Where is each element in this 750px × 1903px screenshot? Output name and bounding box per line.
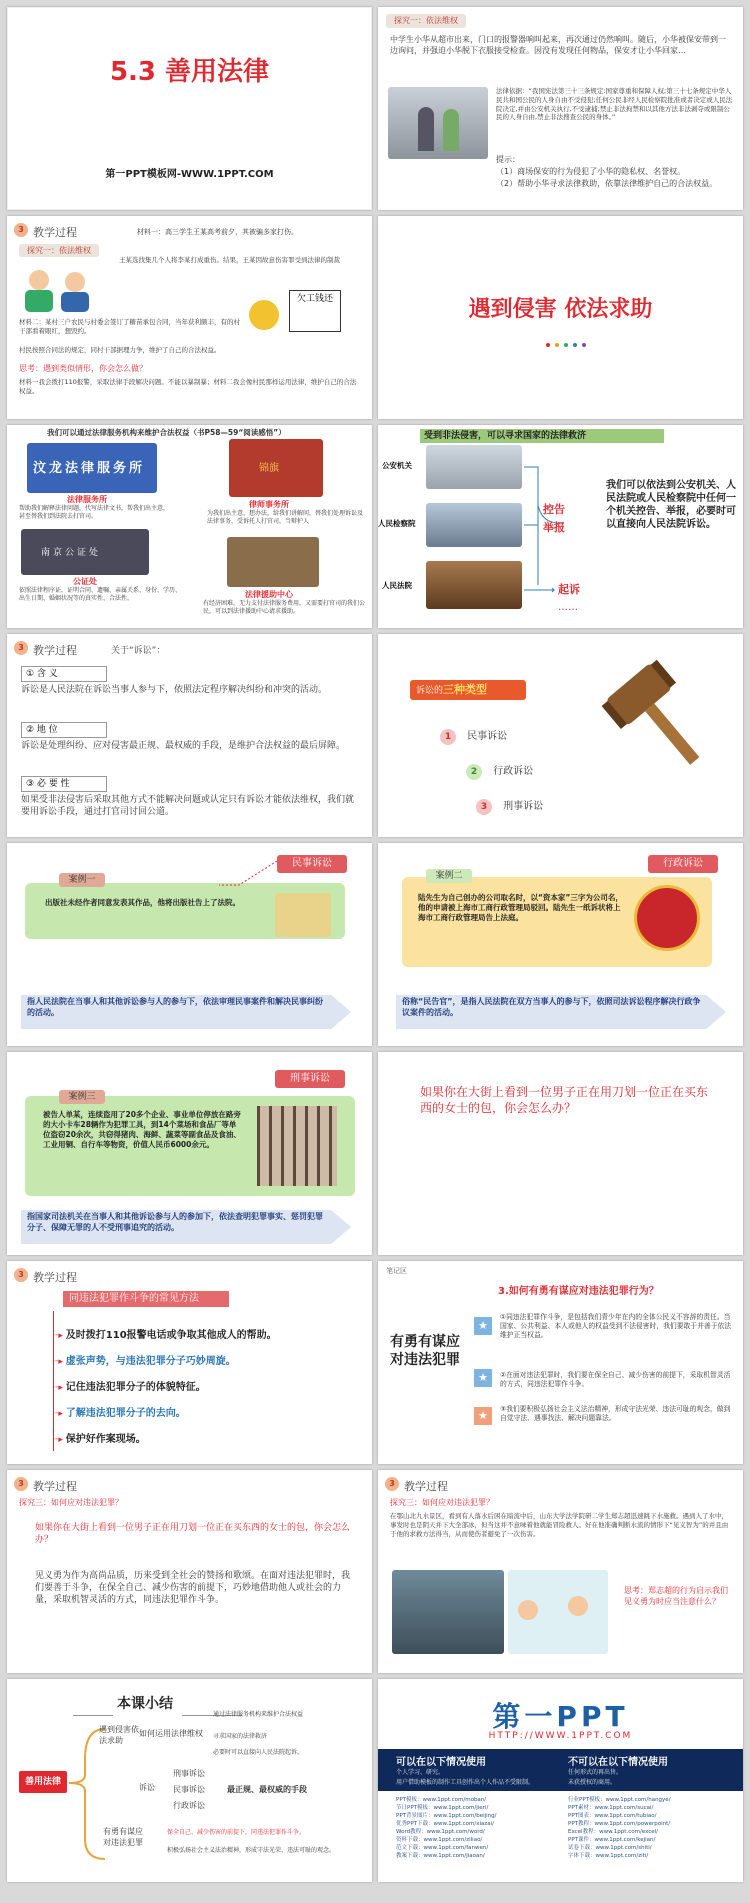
- link[interactable]: Excel教程：www.1ppt.com/excel/: [568, 1828, 659, 1835]
- remedy-summary: 我们可以依法到公安机关、人民法院或人民检察院中任何一个机关控告、举报，必要时可以直接向人民法院诉讼。: [606, 480, 736, 530]
- type-item-1[interactable]: [440, 724, 507, 745]
- branch-2: 有勇有谋应对违法犯罪: [103, 1827, 143, 1847]
- summary-title: 本课小结: [117, 1696, 173, 1712]
- star-icon-1: ★: [474, 1317, 492, 1335]
- type-criminal: 刑事诉讼: [173, 1769, 205, 1778]
- national-emblem-icon: [634, 885, 700, 951]
- notary-photo: [21, 529, 149, 575]
- slide-subheading: 关于“诉讼”：: [111, 646, 166, 656]
- heading-meaning: ① 含 义: [21, 666, 107, 682]
- branch-1a: 如何运用法律维权: [139, 1729, 203, 1738]
- notes-label: 笔记区: [386, 1267, 407, 1275]
- link[interactable]: PPT图表：www.1ppt.com/tubiao/: [568, 1812, 657, 1819]
- think-question: 思考：郑志超的行为启示我们见义勇为时应当注意什么？: [624, 1586, 728, 1606]
- courage-point-1: ①同违法犯罪作斗争，是包括我们青少年在内的全体公民义不容辞的责任。当国家、公共利益、本人或他人的权益受到不法侵害时，我们要敢于并善于依法维护正当权益。: [500, 1313, 732, 1340]
- slide-heading: 教学过程: [33, 1480, 77, 1493]
- think-question: 思考：遇到类似情形，你会怎么做？: [19, 364, 147, 373]
- slide-case-privacy[interactable]: [378, 7, 743, 210]
- link-list-left: [396, 1797, 497, 1861]
- case-text: 被告人单某，连续盗用了20多个企业、事业单位停放在路旁的大小卡车28辆作为犯罪工具，到14个菜场和食品厂等单位盗窃20余次，共窃得猪肉、海鲜、蔬菜等副食品及食油、工业用铜、自行车等物资，价值人民币6000余元。: [43, 1110, 241, 1150]
- types-banner: [410, 680, 526, 700]
- necessity-text: 如果受非法侵害后采取其他方式不能解决问题或认定只有诉讼才能依法维权，我们就要用诉讼手段，通过打官司讨回公道。: [21, 795, 355, 818]
- slide-question[interactable]: [378, 1052, 743, 1255]
- link[interactable]: 行业PPT模板：www.1ppt.com/hangye/: [568, 1797, 671, 1803]
- method-item-5: ┈▸ 保护好作案现场。: [53, 1434, 146, 1445]
- pennant-label: 锦旗: [259, 463, 279, 474]
- story-text: 中学生小华从超市出来，门口的报警器响叫起来，再次通过仍然响叫。随后，小华被保安带到一边询问，并强迫小华脱下衣服接受检查。因没有发现任何物品，保安才让小华回家…: [390, 35, 726, 55]
- meaning-text: 诉讼是人民法院在诉讼当事人参与下，依照法定程序解决纠纷和冲突的活动。: [21, 685, 328, 695]
- branch-1a-r3: 必要时可以直接向人民法院起诉。: [213, 1749, 304, 1756]
- slide-title[interactable]: [7, 7, 372, 210]
- gavel-icon: [588, 654, 718, 784]
- sue-label: 起诉: [558, 583, 580, 596]
- case-text: 陆先生为自己创办的公司取名时，以“资本家”三字为公司名，他的申请被上海市工商行政管理局驳回。陆先生一纸诉状将上海市工商行政管理局告上法庭。: [418, 893, 623, 923]
- type-label: 民事诉讼: [467, 731, 508, 742]
- remedy-header: 受到非法侵害，可以寻求国家的法律救济: [420, 429, 664, 443]
- cannot-use-item-1: 任何形式的再出售。: [568, 1769, 623, 1776]
- aid-desc: 有经济困难，无力支付法律服务费用，又需要打官司的我们公民，可以到法律援助中心请求援助。: [203, 600, 366, 616]
- tips-label: 提示：: [496, 155, 520, 164]
- section-badge: 3: [14, 1477, 28, 1491]
- status-text: 诉讼是处理纠纷、应对侵害最正规、最权威的手段，是维护合法权益的最后屏障。: [21, 741, 346, 751]
- type-label: 刑事诉讼: [503, 801, 544, 812]
- inquiry-question: 如果你在大街上看到一位男子正在用刀划一位正在买东西的女士的包，你会怎么办？: [35, 1523, 351, 1546]
- method-text: 记住违法犯罪分子的体貌特征。: [65, 1382, 206, 1393]
- link[interactable]: PPT课件：www.1ppt.com/kejian/: [568, 1836, 656, 1843]
- link[interactable]: 节日PPT模板：www.1ppt.com/jieri/: [396, 1804, 489, 1811]
- type-label: 刑事诉讼: [275, 1070, 345, 1088]
- section-badge: 3: [385, 1477, 399, 1491]
- slide-case-civil[interactable]: [7, 843, 372, 1046]
- slide-inquiry-3a[interactable]: [7, 1470, 372, 1673]
- slide-section-title[interactable]: [378, 216, 743, 419]
- brand-url[interactable]: HTTP://WWW.1PPT.COM: [488, 1731, 633, 1741]
- method-text: 虚张声势，与违法犯罪分子巧妙周旋。: [65, 1356, 236, 1367]
- section-badge: 3: [14, 641, 28, 655]
- slide-litigation-types[interactable]: [378, 634, 743, 837]
- type-number: 1: [440, 729, 456, 745]
- rescue-story: 在鄂山北九水景区，看到有人落水后困在暗流中后，山东大学法学院研二学生郑志超迅速跳下水施救。遇到人了水中，事发时也是阴天并下大全部冰，但当这并不意味着他就能冒险救人。好在他准确判断水流的情形下“见义智为”的并且由于他的求救方法得当，从而使伤者避免了一次伤害。: [390, 1512, 729, 1538]
- brand-logo: 第一PPT: [492, 1700, 629, 1733]
- branch-2-r2: 积极弘扬社会主义法治精神，形成守法光荣、违法可耻的观念。: [167, 1847, 336, 1854]
- definition-text: 指国家司法机关在当事人和其他诉讼参与人的参加下，依法查明犯罪事实、惩罚犯罪分子、保障无罪的人不受刑事追究的活动。: [27, 1212, 323, 1232]
- branch-1: 遇到侵害依法求助: [99, 1725, 139, 1745]
- branch-1b: 诉讼: [139, 1783, 155, 1792]
- accuse-label: 控告: [543, 503, 565, 516]
- inquiry-tag: 探究三：如何应对违法犯罪？: [390, 1498, 494, 1507]
- link[interactable]: Word教程：www.1ppt.com/word/: [396, 1828, 485, 1835]
- link-list-right: [568, 1797, 671, 1861]
- can-use-item-2: 用户借助模板的制作工具创作出个人作品不受限制。: [396, 1779, 535, 1786]
- type-label: 行政诉讼: [493, 766, 534, 777]
- question-text: 如果你在大街上看到一位男子正在用刀划一位正在买东西的女士的包，你会怎么办？: [420, 1085, 709, 1116]
- case-label: 案例三: [59, 1090, 105, 1104]
- slide-materials[interactable]: [7, 216, 372, 419]
- connector-line: [219, 855, 279, 895]
- types-note: 最正规、最权威的手段: [227, 1785, 307, 1794]
- type-label: 行政诉讼: [648, 855, 718, 873]
- definition-text: 俗称“民告官”，是指人民法院在双方当事人的参与下，依照司法诉讼程序解决行政争议案件的活动。: [402, 997, 701, 1017]
- law-firm-desc: 帮助我们解释法律问题，代写法律文书，帮我们出主意，甚至替我们到法院去打官司。: [19, 505, 170, 521]
- type-item-3[interactable]: [476, 794, 543, 815]
- section-badge: 3: [14, 223, 28, 237]
- report-label: 举报: [543, 521, 565, 534]
- material-2-result: 村民按照合同法的规定，同村干部据理力争，维护了自己的合法权益。: [19, 346, 221, 354]
- link[interactable]: PPT教程：www.1ppt.com/powerpoint/: [568, 1820, 671, 1827]
- lawyer-photo: [229, 439, 323, 497]
- aid-title: 法律援助中心: [245, 590, 293, 599]
- cartoon-illustration: [508, 1570, 608, 1654]
- case-label: 案例二: [426, 869, 472, 883]
- law-firm-title: 法律服务所: [67, 495, 107, 504]
- law-basis: 法律依据：“我国宪法第三十三条规定:国家尊重和保障人权;第三十七条规定中华人民共和国公民的人身自由不受侵犯;任何公民非经人民检察院批准或者决定或人民法院决定,并由公安机关执行,不受逮捕;禁止非法拘禁和以其他方法非法剥夺或限制公民的人身自由,禁止非法搜查公民的身体。”: [496, 87, 733, 122]
- method-item-2: ┈▸ 虚张声势，与违法犯罪分子巧妙周旋。: [53, 1356, 236, 1367]
- rescue-photo: [392, 1570, 504, 1654]
- law-firm-banner: 汶龙法律服务所: [33, 461, 146, 476]
- think-answer: 材料一我会拨打110报警，采取法律手段解决问题。不能以暴制暴；材料二我会像村民那样运用法律，维护自己的合法权益。: [19, 378, 357, 395]
- type-civil: 民事诉讼: [173, 1785, 205, 1794]
- side-title: 有勇有谋应对违法犯罪: [390, 1334, 460, 1369]
- label-police: 公安机关: [382, 461, 412, 470]
- slide-inquiry-3b[interactable]: [378, 1470, 743, 1673]
- tip-2: （2）帮助小华寻求法律救助，依靠法律维护自己的合法权益。: [496, 179, 718, 188]
- cannot-use-title: 不可以在以下情况使用: [568, 1757, 668, 1768]
- slide-methods[interactable]: [7, 1261, 372, 1464]
- court-photo: [426, 561, 522, 609]
- decor-dots: [546, 332, 586, 351]
- type-item-2[interactable]: [466, 759, 533, 780]
- slide-litigation[interactable]: [7, 634, 372, 837]
- slide-state-remedy[interactable]: [378, 425, 743, 628]
- star-icon-2: ★: [474, 1369, 492, 1387]
- slide-heading: 教学过程: [33, 1271, 77, 1284]
- cannot-use-item-2: 未获授权的商用。: [568, 1779, 617, 1786]
- slide-legal-services[interactable]: [7, 425, 372, 628]
- types-banner-a: 诉讼的: [416, 686, 444, 696]
- topic-tag: 探究一：依法维权: [19, 244, 99, 257]
- slide-title-text: 5.3 善用法律: [109, 57, 270, 87]
- section-title: 遇到侵害 依法求助: [468, 297, 653, 322]
- star-icon-3: ★: [474, 1407, 492, 1425]
- label-procuratorate: 人民检察院: [378, 519, 416, 528]
- method-item-3: ┈▸ 记住违法犯罪分子的体貌特征。: [53, 1382, 206, 1393]
- slide-credits[interactable]: [378, 1679, 743, 1882]
- type-number: 2: [466, 764, 482, 780]
- material-1: 材料一：高三学生王某高考前夕，其被骗多家打伤。: [137, 228, 298, 236]
- slide-case-admin[interactable]: [378, 843, 743, 1046]
- mall-photo: [388, 87, 488, 159]
- method-text: 了解违法犯罪分子的去向。: [65, 1408, 186, 1419]
- courage-question: 3.如何有勇有谋应对违法犯罪行为？: [498, 1286, 659, 1297]
- slide-case-criminal[interactable]: [7, 1052, 372, 1255]
- slide-courage[interactable]: [378, 1261, 743, 1464]
- types-banner-b: 三种类型: [443, 683, 488, 696]
- type-admin: 行政诉讼: [173, 1801, 205, 1810]
- type-number: 3: [476, 799, 492, 815]
- inquiry-answer: 见义勇为作为高尚品质，历来受到全社会的赞扬和歌颂。在面对违法犯罪时，我们要善于斗争，在保全自己、减少伤害的前提下，巧妙地借助他人或社会的力量，采取机智灵活的方式，同违法犯罪作斗争。: [35, 1571, 351, 1606]
- more-dots: ……: [558, 602, 578, 613]
- label-court: 人民法院: [382, 581, 412, 590]
- link[interactable]: 试卷下载：www.1ppt.com/shiti/: [568, 1844, 652, 1851]
- link[interactable]: 资料下载：www.1ppt.com/ziliao/: [396, 1836, 483, 1843]
- method-text: 保护好作案现场。: [65, 1434, 146, 1445]
- police-photo: [426, 445, 522, 489]
- link[interactable]: 字体下载：www.1ppt.com/ziti/: [568, 1852, 649, 1859]
- notary-sign: 南京公证处: [41, 548, 102, 558]
- branch-2-r1: 保全自己、减少伤害的前提下，同违法犯罪作斗争。: [167, 1829, 306, 1836]
- type-label: 民事诉讼: [277, 855, 347, 873]
- site-watermark: 第一PPT模板网-WWW.1PPT.COM: [105, 169, 274, 180]
- slide-summary[interactable]: [7, 1679, 372, 1882]
- method-item-4: ┈▸ 了解违法犯罪分子的去向。: [53, 1408, 186, 1419]
- material-1-result: 王某选找集几个人将李某打成重伤。结果，王某因故意伤害罪受到法律的制裁: [119, 256, 340, 264]
- lawyer-title: 律师事务所: [249, 500, 289, 509]
- section-badge: 3: [14, 1268, 28, 1282]
- notary-desc: 依照法律程序证，证明合同、遗嘱、亲属关系、身份、学历、出生日期、婚姻状况等的真实性、合法性。: [19, 587, 182, 603]
- book-illustration: [275, 893, 331, 937]
- link[interactable]: 优秀PPT下载：www.1ppt.com/xiazai/: [396, 1820, 495, 1827]
- method-item-1: ┈▸ 及时拨打110报警电话或争取其他成人的帮助。: [53, 1330, 277, 1341]
- chase-cartoon: [21, 264, 101, 316]
- topic-tag: 探究一：依法维权: [386, 14, 466, 28]
- law-firm-photo: [27, 443, 157, 493]
- material-2: 材料二：某村三户农民与村委会签订了糖苗承包合同，当年获利颇丰，有的村干部看着眼红，想毁约。: [19, 318, 240, 335]
- lawyer-desc: 为我们出主意、想办法，给我们讲解问，替我们处理诉讼及法律事务，受诉托人打官司，当辩护人: [207, 510, 364, 526]
- slide-heading: 教学过程: [33, 644, 77, 657]
- methods-banner: 同违法犯罪作斗争的常见方法: [63, 1291, 229, 1307]
- method-text: 及时拨打110报警电话或争取其他成人的帮助。: [65, 1330, 277, 1341]
- case-label: 案例一: [59, 873, 105, 887]
- tip-1: （1）商场保安的行为侵犯了小华的隐私权、名誉权。: [496, 167, 686, 176]
- heading-necessity: ③ 必 要 性: [21, 776, 107, 792]
- notary-title: 公证处: [73, 577, 97, 586]
- sign-text: 欠工钱还: [289, 290, 341, 332]
- branch-1a-r1: 通过法律服务机构来维护合法权益: [213, 1711, 304, 1718]
- slide-heading: 教学过程: [33, 226, 77, 239]
- root-node: 善用法律: [19, 1771, 67, 1793]
- can-use-item-1: 个人学习、研究。: [396, 1769, 445, 1776]
- slide-heading: 教学过程: [404, 1480, 448, 1493]
- heading-status: ② 地 位: [21, 722, 107, 738]
- branch-1a-r2: 寻求国家的法律救济: [213, 1733, 268, 1740]
- courage-point-3: ③我们要积极弘扬社会主义法治精神，形成守法光荣、违法可耻的观念，做到自觉守法、遇事找法、解决问题靠法。: [500, 1405, 731, 1423]
- can-use-title: 可以在以下情况使用: [396, 1757, 486, 1768]
- prison-illustration: [257, 1106, 337, 1186]
- definition-text: 指人民法院在当事人和其他诉讼参与人的参与下，依法审理民事案件和解决民事纠纷的活动。: [27, 997, 323, 1017]
- link[interactable]: 范文下载：www.1ppt.com/fanwen/: [396, 1844, 489, 1851]
- case-text: 出版社未经作者同意发表其作品，他将出版社告上了法院。: [45, 898, 240, 907]
- link[interactable]: PPT模板：www.1ppt.com/moban/: [396, 1797, 487, 1803]
- inquiry-tag: 探究三：如何应对违法犯罪？: [19, 1498, 123, 1507]
- services-intro: 我们可以通过法律服务机构来维护合法权益（书P58—59“阅读感悟”）: [47, 428, 286, 437]
- link[interactable]: 教案下载：www.1ppt.com/jiaoan/: [396, 1852, 485, 1859]
- procuratorate-photo: [426, 503, 522, 547]
- link[interactable]: PPT背景图片：www.1ppt.com/beijing/: [396, 1812, 497, 1819]
- link[interactable]: PPT素材：www.1ppt.com/sucai/: [568, 1804, 654, 1811]
- courage-point-2: ②在面对违法犯罪时，我们要在保全自己、减少伤害的前提下，采取机智灵活的方式，同违法犯罪作斗争。: [500, 1371, 731, 1389]
- worker-sign: [249, 280, 349, 340]
- aid-photo: [227, 537, 319, 587]
